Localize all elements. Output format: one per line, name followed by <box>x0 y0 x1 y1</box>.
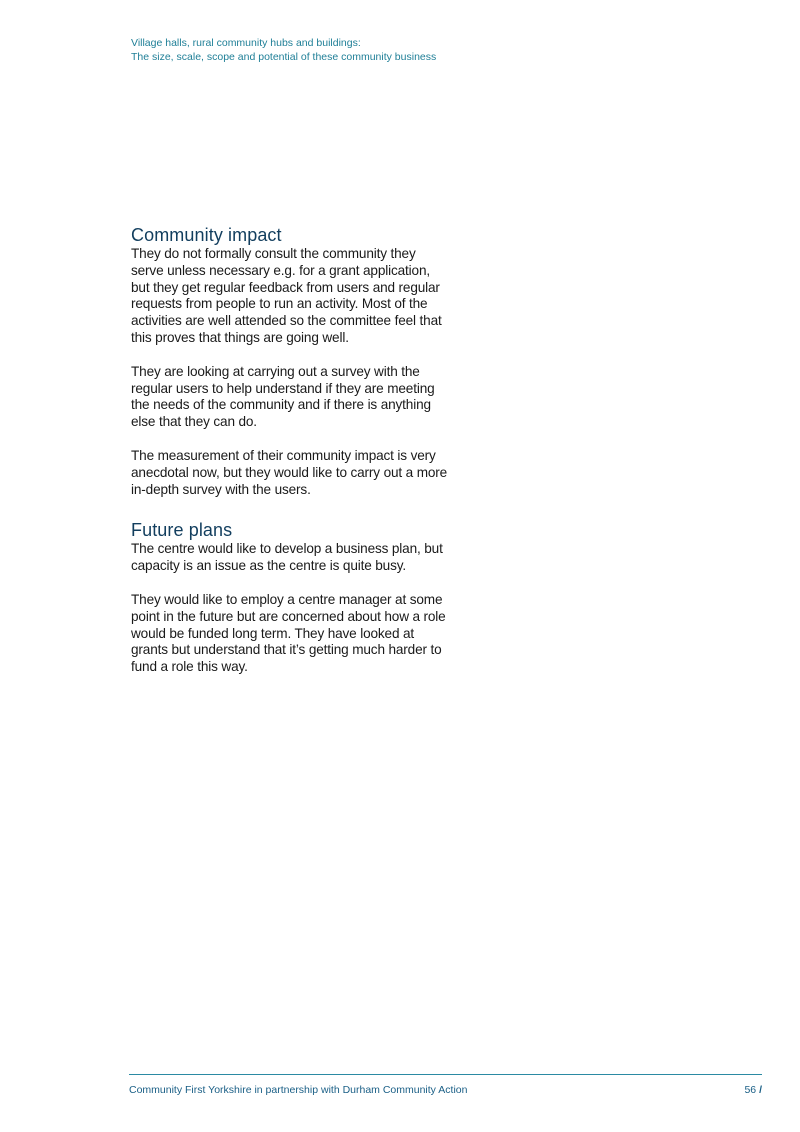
running-header-line-1: Village halls, rural community hubs and buildings: <box>131 37 361 49</box>
section-heading: Future plans <box>131 520 233 541</box>
section-heading: Community impact <box>131 225 282 245</box>
paragraph: The centre would like to develop a business plan, but capacity is an issue as the centre is quite busy. <box>131 541 443 574</box>
paragraph: They are looking at carrying out a survey with the regular users to help understand if they are meeting the needs of the community and if there is anything else that they can do. <box>131 363 435 430</box>
page-number-separator: / <box>759 1084 762 1096</box>
paragraph: The measurement of their community impact is very anecdotal now, but they would like to carry out a more in-depth survey with the users. <box>131 447 448 497</box>
running-header <box>131 36 591 64</box>
paragraph: They do not formally consult the community they serve unless necessary e.g. for a grant application, but they get regular feedback from users and regular requests from people to run an activity. Most of the activities are well attended so the committee feel that this proves that things are going well. <box>131 246 442 345</box>
page-number-value: 56 <box>744 1084 757 1096</box>
section-community-impact <box>131 224 451 498</box>
running-header-line-2: The size, scale, scope and potential of these community business <box>131 51 437 63</box>
main-content <box>131 224 451 676</box>
paragraph: They would like to employ a centre manager at some point in the future but are concerned about how a role would be funded long term. They have looked at grants but understand that it’s getting much harder to fund a role this way. <box>131 591 446 675</box>
section-future-plans <box>131 519 451 676</box>
page-number <box>744 1084 762 1097</box>
footer-divider <box>129 1074 762 1075</box>
footer-credit: Community First Yorkshire in partnership with Durham Community Action <box>129 1084 468 1096</box>
